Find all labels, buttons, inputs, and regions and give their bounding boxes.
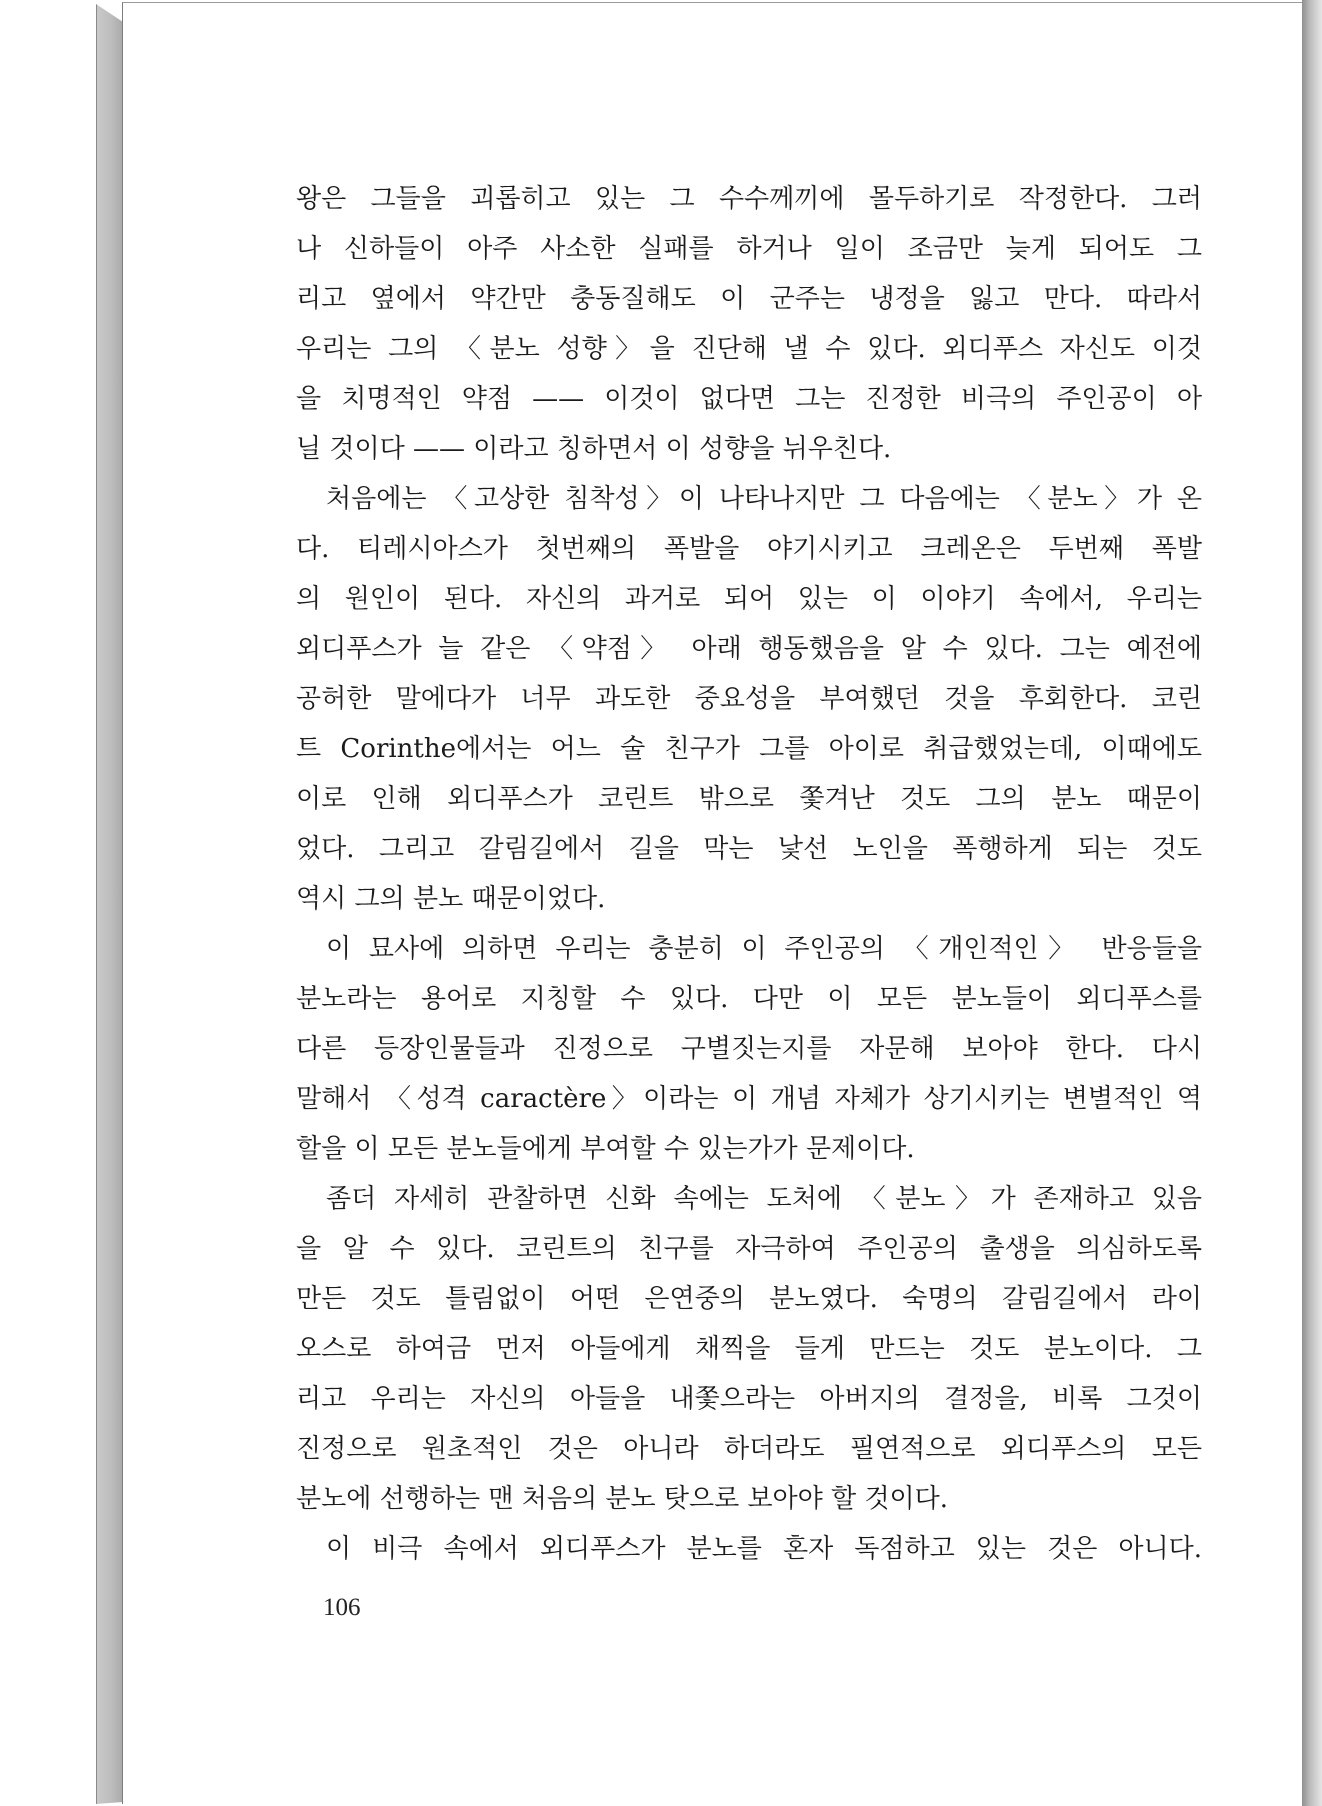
text-line: 우리는 그의 〈분노 성향〉을 진단해 낼 수 있다. 외디푸스 자신도 이것 [296, 334, 1202, 364]
text-line: 트 Corinthe에서는 어느 술 친구가 그를 아이로 취급했었는데, 이때에도 [296, 734, 1202, 764]
page-number: 106 [323, 1594, 361, 1621]
text-line: 리고 우리는 자신의 아들을 내쫓으라는 아버지의 결정을, 비록 그것이 [296, 1384, 1202, 1414]
text-line: 말해서 〈성격 caractère〉이라는 이 개념 자체가 상기시키는 변별적인 역 [296, 1084, 1202, 1114]
text-line: 좀더 자세히 관찰하면 신화 속에는 도처에 〈분노〉가 존재하고 있음 [326, 1184, 1202, 1214]
text-line: 역시 그의 분노 때문이었다. [296, 884, 606, 914]
text-line: 왕은 그들을 괴롭히고 있는 그 수수께끼에 몰두하기로 작정한다. 그러 [296, 184, 1202, 214]
text-line: 을 알 수 있다. 코린트의 친구를 자극하여 주인공의 출생을 의심하도록 [296, 1234, 1202, 1264]
text-line: 나 신하들이 아주 사소한 실패를 하거나 일이 조금만 늦게 되어도 그 [296, 234, 1202, 264]
book-spine-edge [96, 4, 123, 1804]
text-line: 외디푸스가 늘 같은 〈약점〉 아래 행동했음을 알 수 있다. 그는 예전에 [296, 634, 1202, 664]
text-line: 처음에는 〈고상한 침착성〉이 나타나지만 그 다음에는 〈분노〉가 온 [326, 484, 1202, 514]
text-line: 이로 인해 외디푸스가 코린트 밖으로 쫓겨난 것도 그의 분노 때문이 [296, 784, 1202, 814]
text-line: 할을 이 모든 분노들에게 부여할 수 있는가가 문제이다. [296, 1134, 915, 1164]
text-line: 을 치명적인 약점 —— 이것이 없다면 그는 진정한 비극의 주인공이 아 [296, 384, 1202, 414]
text-line: 이 묘사에 의하면 우리는 충분히 이 주인공의 〈개인적인〉 반응들을 [326, 934, 1202, 964]
text-line: 이 비극 속에서 외디푸스가 분노를 혼자 독점하고 있는 것은 아니다. [326, 1534, 1202, 1564]
text-line: 만든 것도 틀림없이 어떤 은연중의 분노였다. 숙명의 갈림길에서 라이 [296, 1284, 1202, 1314]
text-line: 닐 것이다 —— 이라고 칭하면서 이 성향을 뉘우친다. [296, 434, 892, 464]
text-line: 분노라는 용어로 지칭할 수 있다. 다만 이 모든 분노들이 외디푸스를 [296, 984, 1202, 1014]
text-line: 의 원인이 된다. 자신의 과거로 되어 있는 이 이야기 속에서, 우리는 [296, 584, 1202, 614]
body-text [296, 174, 1202, 1574]
text-line: 리고 옆에서 약간만 충동질해도 이 군주는 냉정을 잃고 만다. 따라서 [296, 284, 1202, 314]
page-shadow [1302, 0, 1322, 1806]
text-line: 오스로 하여금 먼저 아들에게 채찍을 들게 만드는 것도 분노이다. 그 [296, 1334, 1202, 1364]
text-line: 었다. 그리고 갈림길에서 길을 막는 낯선 노인을 폭행하게 되는 것도 [296, 834, 1202, 864]
text-line: 분노에 선행하는 맨 처음의 분노 탓으로 보아야 할 것이다. [296, 1484, 949, 1514]
text-line: 진정으로 원초적인 것은 아니라 하더라도 필연적으로 외디푸스의 모든 [296, 1434, 1202, 1464]
text-line: 다른 등장인물들과 진정으로 구별짓는지를 자문해 보아야 한다. 다시 [296, 1034, 1202, 1064]
text-line: 다. 티레시아스가 첫번째의 폭발을 야기시키고 크레온은 두번째 폭발 [296, 534, 1202, 564]
text-line: 공허한 말에다가 너무 과도한 중요성을 부여했던 것을 후회한다. 코린 [296, 684, 1202, 714]
